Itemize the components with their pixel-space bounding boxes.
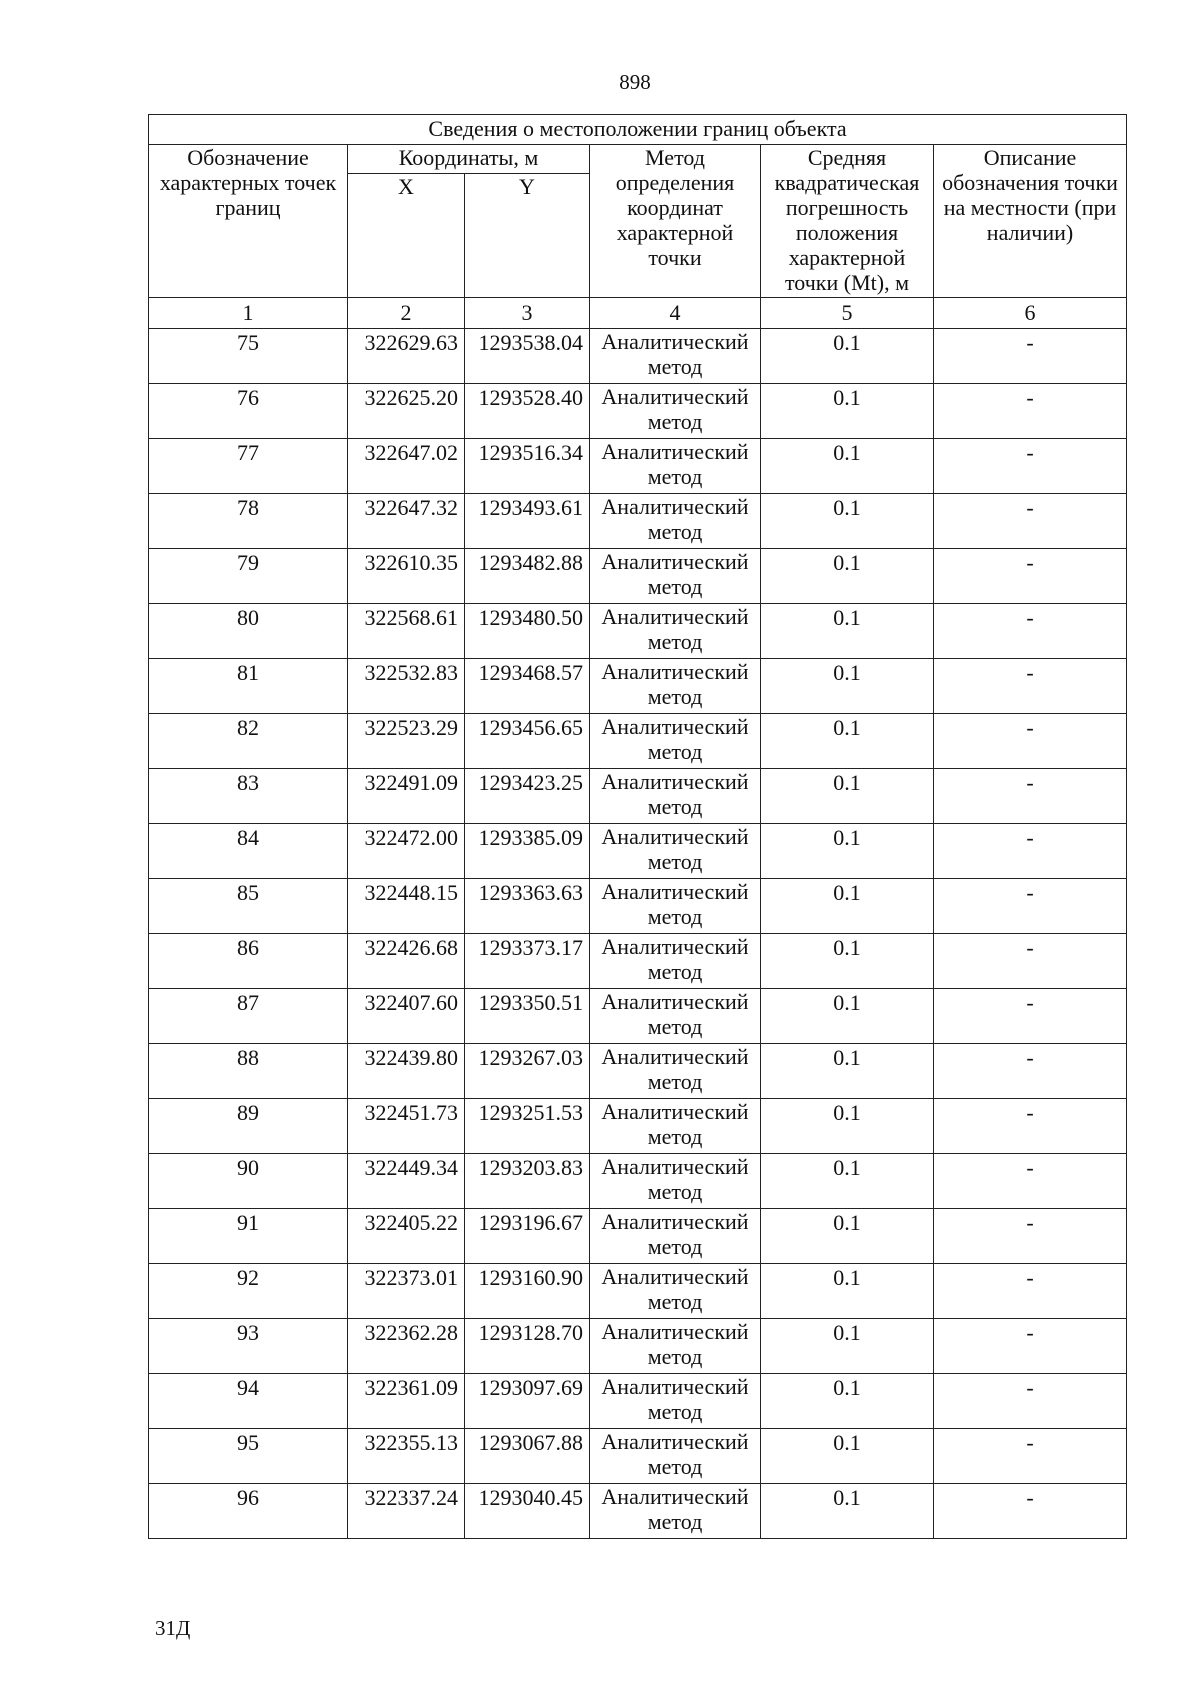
cell-point: 92	[149, 1264, 348, 1319]
cell-point: 93	[149, 1319, 348, 1374]
cell-x: 322407.60	[348, 989, 465, 1044]
cell-method: Аналитический метод	[590, 1154, 761, 1209]
cell-y: 1293468.57	[465, 659, 590, 714]
cell-point: 75	[149, 329, 348, 384]
cell-y: 1293203.83	[465, 1154, 590, 1209]
cell-x: 322451.73	[348, 1099, 465, 1154]
cell-mean-error: 0.1	[761, 329, 934, 384]
table-row	[149, 1044, 1127, 1099]
cell-mean-error: 0.1	[761, 1264, 934, 1319]
cell-mean-error: 0.1	[761, 659, 934, 714]
column-number: 3	[465, 298, 590, 329]
cell-y: 1293097.69	[465, 1374, 590, 1429]
table-row	[149, 1374, 1127, 1429]
cell-y: 1293482.88	[465, 549, 590, 604]
cell-description: -	[934, 989, 1127, 1044]
cell-method: Аналитический метод	[590, 329, 761, 384]
cell-description: -	[934, 659, 1127, 714]
cell-method: Аналитический метод	[590, 879, 761, 934]
cell-description: -	[934, 1154, 1127, 1209]
cell-point: 94	[149, 1374, 348, 1429]
cell-mean-error: 0.1	[761, 989, 934, 1044]
cell-method: Аналитический метод	[590, 549, 761, 604]
cell-point: 90	[149, 1154, 348, 1209]
table-row	[149, 824, 1127, 879]
cell-x: 322449.34	[348, 1154, 465, 1209]
table-row	[149, 329, 1127, 384]
cell-method: Аналитический метод	[590, 714, 761, 769]
table-row	[149, 1429, 1127, 1484]
cell-y: 1293267.03	[465, 1044, 590, 1099]
page-number: 898	[619, 70, 651, 94]
cell-x: 322448.15	[348, 879, 465, 934]
cell-description: -	[934, 549, 1127, 604]
cell-mean-error: 0.1	[761, 824, 934, 879]
cell-mean-error: 0.1	[761, 1319, 934, 1374]
column-number: 4	[590, 298, 761, 329]
table-row	[149, 494, 1127, 549]
cell-point: 82	[149, 714, 348, 769]
table-row	[149, 1484, 1127, 1539]
cell-description: -	[934, 1209, 1127, 1264]
cell-description: -	[934, 604, 1127, 659]
cell-method: Аналитический метод	[590, 604, 761, 659]
cell-x: 322439.80	[348, 1044, 465, 1099]
cell-y: 1293067.88	[465, 1429, 590, 1484]
table-row	[149, 934, 1127, 989]
cell-description: -	[934, 714, 1127, 769]
header-mean-error: Средняя квадратическая погрешность положения характерной точки (Mt), м	[761, 145, 934, 298]
cell-mean-error: 0.1	[761, 604, 934, 659]
cell-x: 322647.02	[348, 439, 465, 494]
cell-y: 1293385.09	[465, 824, 590, 879]
cell-point: 80	[149, 604, 348, 659]
cell-x: 322472.00	[348, 824, 465, 879]
table-row	[149, 549, 1127, 604]
cell-method: Аналитический метод	[590, 1484, 761, 1539]
cell-description: -	[934, 329, 1127, 384]
table-row	[149, 659, 1127, 714]
table-row	[149, 989, 1127, 1044]
cell-point: 91	[149, 1209, 348, 1264]
table-row	[149, 1209, 1127, 1264]
column-numbers-row	[149, 298, 1127, 329]
table-row	[149, 879, 1127, 934]
cell-x: 322405.22	[348, 1209, 465, 1264]
cell-method: Аналитический метод	[590, 1209, 761, 1264]
cell-x: 322491.09	[348, 769, 465, 824]
cell-y: 1293423.25	[465, 769, 590, 824]
cell-mean-error: 0.1	[761, 1429, 934, 1484]
cell-method: Аналитический метод	[590, 1319, 761, 1374]
cell-description: -	[934, 1374, 1127, 1429]
cell-description: -	[934, 1429, 1127, 1484]
cell-point: 95	[149, 1429, 348, 1484]
cell-description: -	[934, 769, 1127, 824]
cell-x: 322568.61	[348, 604, 465, 659]
table-caption: Сведения о местоположении границ объекта	[149, 115, 1127, 145]
cell-mean-error: 0.1	[761, 1044, 934, 1099]
cell-method: Аналитический метод	[590, 824, 761, 879]
cell-description: -	[934, 1264, 1127, 1319]
cell-point: 86	[149, 934, 348, 989]
cell-mean-error: 0.1	[761, 549, 934, 604]
cell-method: Аналитический метод	[590, 1044, 761, 1099]
column-number: 5	[761, 298, 934, 329]
cell-point: 76	[149, 384, 348, 439]
cell-y: 1293538.04	[465, 329, 590, 384]
table-header	[149, 115, 1127, 329]
cell-mean-error: 0.1	[761, 879, 934, 934]
cell-mean-error: 0.1	[761, 494, 934, 549]
cell-description: -	[934, 1044, 1127, 1099]
table-row	[149, 1319, 1127, 1374]
table-row	[149, 769, 1127, 824]
cell-point: 77	[149, 439, 348, 494]
cell-y: 1293251.53	[465, 1099, 590, 1154]
cell-mean-error: 0.1	[761, 1099, 934, 1154]
cell-mean-error: 0.1	[761, 1484, 934, 1539]
cell-y: 1293480.50	[465, 604, 590, 659]
table-body	[149, 329, 1127, 1539]
cell-method: Аналитический метод	[590, 1429, 761, 1484]
header-x: X	[348, 174, 465, 298]
column-number: 6	[934, 298, 1127, 329]
cell-method: Аналитический метод	[590, 1099, 761, 1154]
cell-y: 1293128.70	[465, 1319, 590, 1374]
cell-x: 322361.09	[348, 1374, 465, 1429]
cell-method: Аналитический метод	[590, 384, 761, 439]
table-row	[149, 714, 1127, 769]
cell-y: 1293528.40	[465, 384, 590, 439]
cell-x: 322625.20	[348, 384, 465, 439]
cell-point: 88	[149, 1044, 348, 1099]
header-coordinates: Координаты, м	[348, 145, 590, 174]
table-row	[149, 1099, 1127, 1154]
cell-y: 1293493.61	[465, 494, 590, 549]
cell-description: -	[934, 824, 1127, 879]
cell-description: -	[934, 934, 1127, 989]
footer-code: 31Д	[155, 1616, 191, 1640]
cell-description: -	[934, 494, 1127, 549]
table-row	[149, 384, 1127, 439]
cell-description: -	[934, 384, 1127, 439]
cell-mean-error: 0.1	[761, 769, 934, 824]
cell-point: 81	[149, 659, 348, 714]
cell-description: -	[934, 1319, 1127, 1374]
header-point-designation: Обозначение характерных точек границ	[149, 145, 348, 298]
cell-mean-error: 0.1	[761, 934, 934, 989]
cell-point: 84	[149, 824, 348, 879]
cell-y: 1293350.51	[465, 989, 590, 1044]
cell-method: Аналитический метод	[590, 934, 761, 989]
cell-x: 322426.68	[348, 934, 465, 989]
header-y: Y	[465, 174, 590, 298]
cell-point: 79	[149, 549, 348, 604]
cell-y: 1293160.90	[465, 1264, 590, 1319]
cell-point: 89	[149, 1099, 348, 1154]
cell-point: 87	[149, 989, 348, 1044]
cell-description: -	[934, 439, 1127, 494]
cell-point: 96	[149, 1484, 348, 1539]
header-method: Метод определения координат характерной точки	[590, 145, 761, 298]
cell-description: -	[934, 1099, 1127, 1154]
cell-x: 322647.32	[348, 494, 465, 549]
cell-x: 322629.63	[348, 329, 465, 384]
cell-y: 1293040.45	[465, 1484, 590, 1539]
cell-method: Аналитический метод	[590, 1374, 761, 1429]
cell-point: 85	[149, 879, 348, 934]
cell-x: 322523.29	[348, 714, 465, 769]
cell-y: 1293363.63	[465, 879, 590, 934]
cell-x: 322337.24	[348, 1484, 465, 1539]
cell-x: 322355.13	[348, 1429, 465, 1484]
cell-mean-error: 0.1	[761, 384, 934, 439]
cell-method: Аналитический метод	[590, 494, 761, 549]
cell-method: Аналитический метод	[590, 989, 761, 1044]
header-description: Описание обозначения точки на местности (при наличии)	[934, 145, 1127, 298]
cell-y: 1293516.34	[465, 439, 590, 494]
cell-description: -	[934, 1484, 1127, 1539]
cell-point: 78	[149, 494, 348, 549]
cell-method: Аналитический метод	[590, 1264, 761, 1319]
cell-mean-error: 0.1	[761, 714, 934, 769]
cell-mean-error: 0.1	[761, 439, 934, 494]
cell-x: 322610.35	[348, 549, 465, 604]
boundary-coordinates-table	[148, 114, 1127, 1539]
table-row	[149, 1264, 1127, 1319]
cell-y: 1293456.65	[465, 714, 590, 769]
cell-method: Аналитический метод	[590, 439, 761, 494]
column-number: 1	[149, 298, 348, 329]
cell-point: 83	[149, 769, 348, 824]
cell-method: Аналитический метод	[590, 659, 761, 714]
cell-x: 322373.01	[348, 1264, 465, 1319]
cell-x: 322362.28	[348, 1319, 465, 1374]
column-number: 2	[348, 298, 465, 329]
cell-mean-error: 0.1	[761, 1154, 934, 1209]
table-row	[149, 604, 1127, 659]
cell-mean-error: 0.1	[761, 1209, 934, 1264]
cell-method: Аналитический метод	[590, 769, 761, 824]
cell-x: 322532.83	[348, 659, 465, 714]
table-row	[149, 439, 1127, 494]
cell-description: -	[934, 879, 1127, 934]
cell-y: 1293196.67	[465, 1209, 590, 1264]
cell-y: 1293373.17	[465, 934, 590, 989]
table-row	[149, 1154, 1127, 1209]
cell-mean-error: 0.1	[761, 1374, 934, 1429]
